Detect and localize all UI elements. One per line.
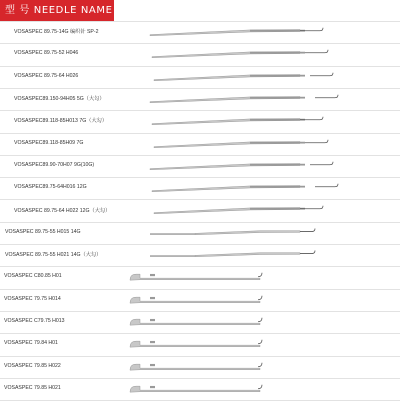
needle-row xyxy=(0,378,400,400)
needle-row xyxy=(0,88,400,110)
needle-image xyxy=(0,356,400,378)
needle-row xyxy=(0,333,400,355)
needle-row xyxy=(0,356,400,378)
needle-image xyxy=(0,43,400,65)
needle-label: VOSASPEC89.118-85H09 7G xyxy=(14,139,84,146)
needle-label: VOSASPEC 89.75-52 H046 xyxy=(14,50,79,57)
needle-image xyxy=(0,88,400,110)
needle-label: VOSASPEC 89.75-55 H021 14G（大勾） xyxy=(5,252,102,259)
needle-image xyxy=(0,110,400,132)
needle-row xyxy=(0,177,400,199)
needle-label: VOSASPEC 89.75-14G 编织针 SP-2 xyxy=(14,29,99,36)
needle-label: VOSASPEC C80.85 H01 xyxy=(4,273,62,280)
needle-label: VOSASPEC 89.75-55 H015 14G xyxy=(5,228,81,235)
needle-label: VOSASPEC89.150-94H05 5G（大勾） xyxy=(14,96,105,103)
needle-image xyxy=(0,66,400,88)
needle-row xyxy=(0,110,400,132)
needle-row xyxy=(0,21,400,43)
needle-label: VOSASPEC89.90-70H07 9G(10G) xyxy=(14,161,95,168)
needle-row xyxy=(0,66,400,88)
needle-label: VOSASPEC89.75-64H016 12G xyxy=(14,184,87,191)
needle-image xyxy=(0,133,400,155)
needle-row xyxy=(0,43,400,65)
needle-label: VOSASPEC C79.75 H013 xyxy=(4,318,65,325)
needle-image xyxy=(0,21,400,43)
needle-label: VOSASPEC 89.75-64 H022 12G（大勾） xyxy=(14,207,111,214)
needle-row xyxy=(0,244,400,266)
needle-label: VOSASPEC89.118-85H013 7G（大勾） xyxy=(14,118,108,125)
needle-row xyxy=(0,222,400,244)
needle-label: VOSASPEC 79.75 H014 xyxy=(4,295,61,302)
page-title: 型 号 NEEDLE NAME xyxy=(0,0,114,21)
needle-image xyxy=(0,311,400,333)
needle-image xyxy=(0,244,400,266)
needle-row xyxy=(0,289,400,311)
needle-image xyxy=(0,222,400,244)
needle-image xyxy=(0,378,400,400)
needle-image xyxy=(0,177,400,199)
needle-image xyxy=(0,333,400,355)
needle-row xyxy=(0,155,400,177)
needle-image xyxy=(0,199,400,221)
needle-row xyxy=(0,133,400,155)
needle-row xyxy=(0,266,400,288)
needle-label: VOSASPEC 79.85 H022 xyxy=(4,362,61,369)
needle-label: VOSASPEC 89.75-64 H026 xyxy=(14,72,79,79)
needle-row xyxy=(0,311,400,333)
needle-row xyxy=(0,199,400,221)
needle-image xyxy=(0,266,400,288)
needle-image xyxy=(0,289,400,311)
needle-label: VOSASPEC 79.85 H021 xyxy=(4,384,61,391)
needle-image xyxy=(0,155,400,177)
needle-label: VOSASPEC 79.84 H01 xyxy=(4,340,58,347)
